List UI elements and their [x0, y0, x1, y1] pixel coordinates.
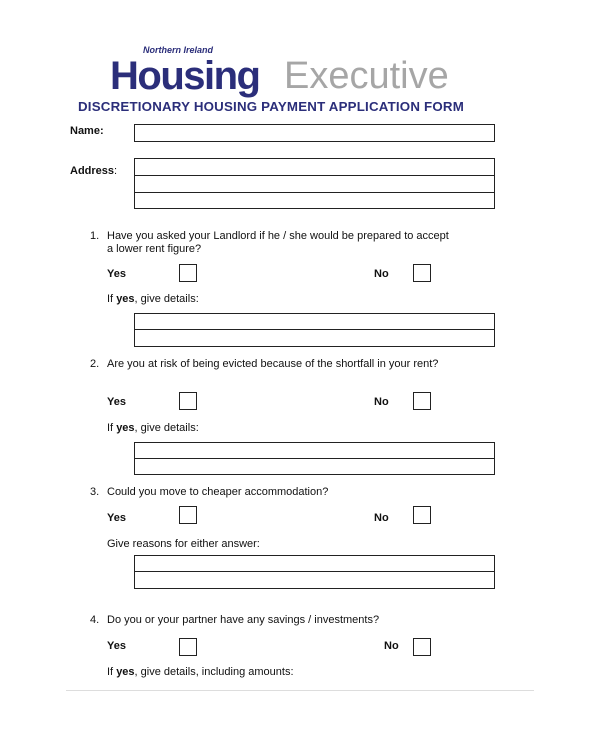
- if-text: If: [107, 666, 114, 678]
- logo-main: Housing: [110, 54, 260, 98]
- if-text: If: [107, 293, 114, 305]
- if-text: If: [107, 422, 114, 434]
- question-2-text: Are you at risk of being evicted because of the shortfall in your rent?: [107, 358, 439, 370]
- yes-label: Yes: [107, 396, 126, 408]
- details-text: , give details:: [134, 293, 199, 305]
- address-label-text: Address: [70, 165, 115, 177]
- question-number: 3.: [90, 486, 100, 498]
- divider: [135, 571, 494, 572]
- divider: [135, 192, 494, 193]
- question-number: 2.: [90, 358, 100, 370]
- q4-no-checkbox[interactable]: [413, 638, 431, 656]
- no-label: No: [374, 396, 389, 408]
- q4-yes-checkbox[interactable]: [179, 638, 197, 656]
- yes-bold: yes: [116, 666, 135, 678]
- q3-reasons-label: Give reasons for either answer:: [107, 538, 260, 550]
- no-label: No: [374, 512, 389, 524]
- form-title: DISCRETIONARY HOUSING PAYMENT APPLICATION FORM: [78, 99, 464, 114]
- logo-small: Northern Ireland: [143, 45, 214, 55]
- q2-details-input[interactable]: [134, 442, 495, 475]
- no-label: No: [384, 640, 399, 652]
- question-4-text: Do you or your partner have any savings / investments?: [107, 614, 380, 626]
- q2-no-checkbox[interactable]: [413, 392, 431, 410]
- q1-no-checkbox[interactable]: [413, 264, 431, 282]
- divider: [135, 329, 494, 330]
- yes-label: Yes: [107, 268, 126, 280]
- yes-label: Yes: [107, 640, 126, 652]
- question-number: 4.: [90, 614, 100, 626]
- q3-yes-checkbox[interactable]: [179, 506, 197, 524]
- q2-details-label: [107, 422, 199, 435]
- q2-yes-checkbox[interactable]: [179, 392, 197, 410]
- question-number: 1.: [90, 230, 100, 242]
- q4-details-label: [107, 666, 294, 679]
- q3-no-checkbox[interactable]: [413, 506, 431, 524]
- yes-bold: yes: [116, 422, 135, 434]
- q1-details-label: [107, 293, 199, 306]
- yes-bold: yes: [116, 293, 135, 305]
- divider: [135, 458, 494, 459]
- address-colon: :: [114, 165, 118, 177]
- q1-yes-checkbox[interactable]: [179, 264, 197, 282]
- logo-secondary: Executive: [284, 55, 449, 97]
- no-label: No: [374, 268, 389, 280]
- name-input[interactable]: [134, 124, 495, 142]
- q3-reasons-input[interactable]: [134, 555, 495, 589]
- details-text: , give details, including amounts:: [134, 666, 294, 678]
- yes-label: Yes: [107, 512, 126, 524]
- question-1-text: Have you asked your Landlord if he / she would be prepared to accept: [107, 230, 449, 242]
- q1-details-input[interactable]: [134, 313, 495, 347]
- name-label: Name:: [70, 125, 104, 137]
- question-3-text: Could you move to cheaper accommodation?: [107, 486, 329, 498]
- details-text: , give details:: [134, 422, 199, 434]
- page-bottom-divider: [66, 690, 534, 691]
- question-1-text-2: a lower rent figure?: [107, 243, 202, 255]
- address-input[interactable]: [134, 158, 495, 209]
- address-label: [70, 165, 117, 178]
- divider: [135, 175, 494, 176]
